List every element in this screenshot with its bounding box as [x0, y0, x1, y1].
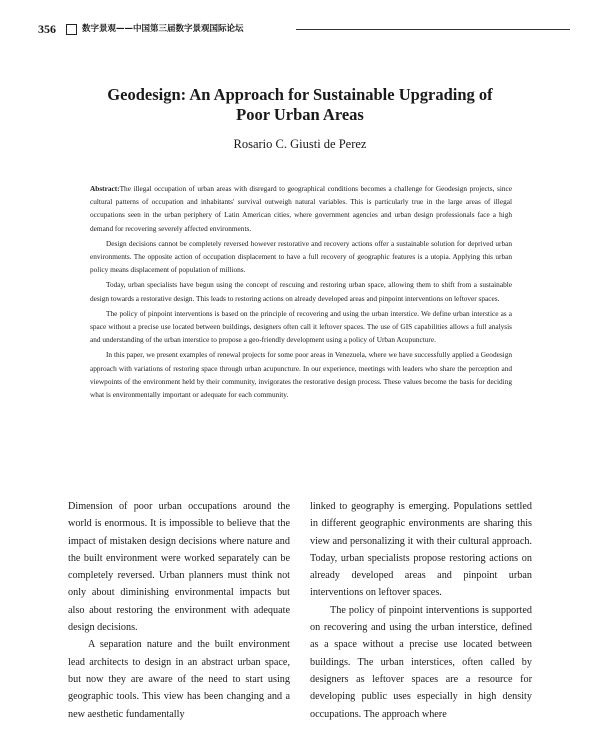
header-rule	[296, 29, 570, 30]
body-paragraph: A separation nature and the built environment lead architects to design in an abstract urban space, but now they are aware of the need to start using geographic tools. This view has been changing and a new aesthetic fundamentally	[68, 639, 290, 720]
body-paragraph: The policy of pinpoint interventions is supported on recovering and using the urban interstice, defined as a space without a precise use located between buildings. The urban interstices, often called by designers as leftover spaces are a resource for developing public uses especially in high density occupations. The approach where	[310, 604, 532, 720]
running-header	[38, 20, 570, 38]
running-title: 数字景观——中国第三届数字景观国际论坛	[82, 24, 244, 34]
abstract-paragraph: Today, urban specialists have begun using the concept of rescuing and restoring urban space, allowing them to shift from a sustainable design towards a restorative design. This leads to restoring actions on already developed areas and pinpoint interventions on leftover spaces.	[90, 280, 512, 303]
author-name: Rosario C. Giusti de Perez	[233, 137, 367, 151]
paper-title-line-1: Geodesign: An Approach for Sustainable Upgrading of	[107, 85, 493, 104]
body-right-column	[310, 498, 532, 723]
abstract-label: Abstract:	[90, 184, 120, 193]
body-paragraph: Dimension of poor urban occupations around the world is enormous. It is impossible to believe that the impact of mistaken design decisions where nature and the built environment were worked separately can be completely reversed. Urban planners must think not only about diminishing environmental impacts but also about restoring the environment with adequate design decisions.	[68, 501, 290, 634]
abstract-paragraph: The policy of pinpoint interventions is based on the principle of recovering and using the urban interstice. We define urban interstice as a space without a precise use located between buildings, designers often call it leftover spaces. The use of GIS capabilities allows a full analysis and understanding of the urban interstice to propose a geo-friendly development using a policy of Urban Acupuncture.	[90, 308, 512, 345]
body-left-column	[68, 498, 290, 723]
abstract-text: The illegal occupation of urban areas with disregard to geographical conditions becomes a challenge for Geodesign projects, since cultural patterns of occupation and inhabitants' survival outweigh natural variables. This is particularly true in the large areas of illegal occupations seen in the urban periphery of Latin American cities, where government agencies and urban design professionals face a high demand for recovering severely affected environments.	[90, 184, 512, 233]
abstract-block	[90, 182, 512, 403]
abstract-paragraph: Design decisions cannot be completely reversed however restorative and recovery actions offer a sustainable solution for deprived urban environments. The opposite action of occupation displacement to have a full recovery of geographic features is a utopia. Applying this urban policy means displacement of population of millions.	[90, 238, 512, 275]
header-box-glyph	[66, 24, 77, 35]
abstract-paragraph: In this paper, we present examples of renewal projects for some poor areas in Venezuela, where we have successfully applied a Geodesign approach with variations of restoring space through urban acupuncture. In our experience, meetings with leaders who share the perception and viewpoints of the environment held by their community, invigorates the restorative design process. These values become the basis for deciding what is environmentally important or adequate for each community.	[90, 350, 512, 400]
abstract-paragraph	[90, 182, 512, 235]
paper-title-line-2: Poor Urban Areas	[236, 105, 364, 124]
page-number: 356	[38, 22, 56, 36]
body-paragraph: linked to geography is emerging. Populations settled in different geographic environments are sharing this view and personalizing it with their cultural approach. Today, urban specialists propose restoring actions on already developed areas and pinpoint urban interventions on leftover spaces.	[310, 501, 532, 599]
